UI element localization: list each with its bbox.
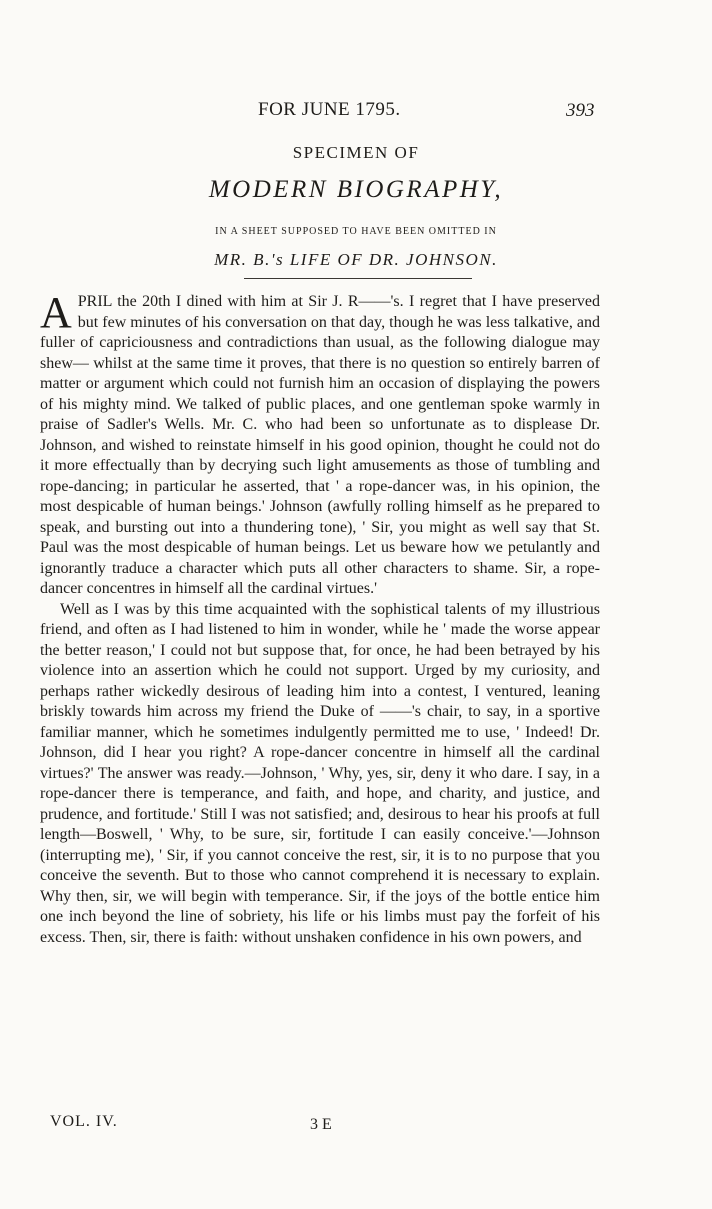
drop-cap: A — [40, 288, 72, 337]
paragraph-first — [40, 288, 600, 600]
title-divider — [244, 278, 472, 279]
subtitle-line: IN A SHEET SUPPOSED TO HAVE BEEN OMITTED IN — [215, 226, 497, 237]
main-title: MODERN BIOGRAPHY, — [208, 176, 504, 203]
running-title: FOR JUNE 1795. — [258, 99, 401, 120]
paragraph-second: Well as I was by this time acquainted with the sophistical talents of my illustrious friend, and often as I had listened to him in wonder, while he ' made the worse appear the better reason,' I could not but suppose that, for once, he had been betrayed by his violence into an assertion which he could not support. Urged by my curiosity, and perhaps rather wickedly desirous of leading him into a contest, I ventured, leaning briskly towards him across my friend the Duke of ——'s chair, to say, in a sportive familiar manner, which he sometimes indulgently permitted me to use, ' Indeed! Dr. Johnson, did I hear you right? A rope-dancer concentre in himself all the cardinal virtues?' The answer was ready.—Johnson, ' Why, yes, sir, deny it who dare. I say, in a rope-dancer there is temperance, and faith, and hope, and charity, and justice, and prudence, and fortitude.' Still I was not satisfied; and, desirous to hear his proofs at full length—Boswell, ' Why, to be sure, sir, fortitude I can easily conceive.'—Johnson (interrupting me), ' Sir, if you cannot conceive the rest, sir, it is to no purpose that you conceive the seventh. But to those who cannot comprehend it is necessary to explain. Why then, sir, we will begin with temperance. Sir, if the joys of the bottle entice him one inch beyond the line of sobriety, his life or his limbs must pay the forfeit of his excess. Then, sir, there is faith: without unshaken confidence in his own powers, and — [40, 600, 600, 946]
paragraph-text-1: PRIL the 20th I dined with him at Sir J. R——'s. I regret that I have preserved but few minutes of his conversation on that day, though he was less talkative, and fuller of capriciousness and contradictions than usual, as the following dialogue may shew— whilst at the same time it proves, that there is no question so entirely barren of matter or argument which could not furnish him an occasion of displaying the powers of his mighty mind. We talked of public places, and one gentleman spoke warmly in praise of Sadler's Wells. Mr. C. who had been so unfortunate as to displease Dr. Johnson, and wished to reinstate himself in his good opinion, thought he could not do it more effectually than by decrying such light amusements as those of tumbling and rope-dancing; in particular he asserted, that ' a rope-dancer was, in his opinion, the most despicable of human beings.' Johnson (awfully rolling himself as he prepared to speak, and bursting out into a thundering tone), ' Sir, you might as well say that St. Paul was the most despicable of human beings. Let us beware how we petulantly and ignorantly traduce a character which puts all other characters to shame. Sir, a rope-dancer concentres in himself all the cardinal virtues.' — [40, 293, 600, 597]
volume-label: VOL. IV. — [50, 1113, 118, 1130]
page-number: 393 — [566, 100, 595, 121]
subtitle-life: MR. B.'s LIFE OF DR. JOHNSON. — [214, 250, 498, 269]
specimen-heading: SPECIMEN OF — [292, 143, 420, 162]
running-head — [0, 99, 712, 125]
article-body — [40, 288, 600, 948]
signature-mark: 3 E — [310, 1116, 332, 1133]
